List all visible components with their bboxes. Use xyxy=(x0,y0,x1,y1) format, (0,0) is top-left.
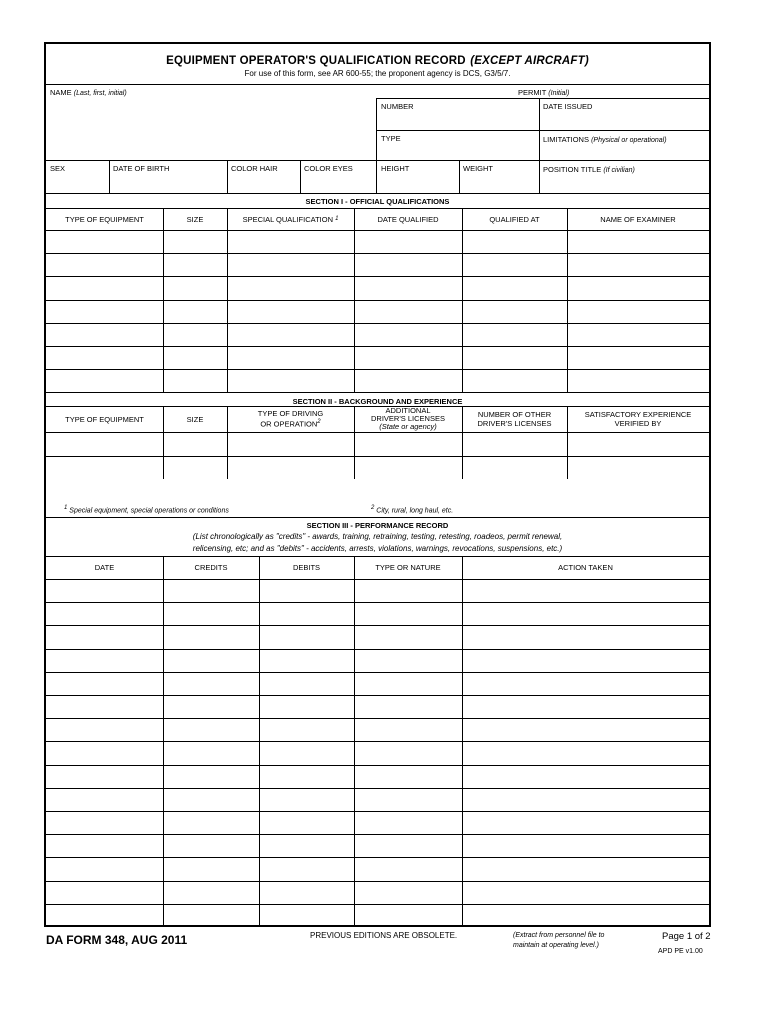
section3-row[interactable] xyxy=(46,626,709,648)
section1-row[interactable] xyxy=(46,324,709,346)
weight-label: WEIGHT xyxy=(463,164,493,173)
form-title: EQUIPMENT OPERATOR'S QUALIFICATION RECORD (EXCEPT AIRCRAFT) xyxy=(166,55,589,67)
permit-number-label: NUMBER xyxy=(381,102,414,111)
height-label: HEIGHT xyxy=(381,164,410,173)
footnote-1: 1 Special equipment, special operations or conditions xyxy=(64,505,229,515)
footnote-2: 2 City, rural, long haul, etc. xyxy=(371,505,454,515)
section3-row[interactable] xyxy=(46,766,709,788)
s2-col-verified-by: SATISFACTORY EXPERIENCE VERIFIED BY xyxy=(584,410,692,428)
section1-row[interactable] xyxy=(46,231,709,253)
obsolete-notice: PREVIOUS EDITIONS ARE OBSOLETE. xyxy=(310,931,458,940)
section3-row[interactable] xyxy=(46,882,709,904)
section3-row[interactable] xyxy=(46,696,709,718)
name-label: NAME (Last, first, initial) xyxy=(50,88,127,97)
form-subtitle: For use of this form, see AR 600-55; the proponent agency is DCS, G3/5/7. xyxy=(244,69,511,78)
eyes-label: COLOR EYES xyxy=(304,164,353,173)
section3-row[interactable] xyxy=(46,835,709,857)
s1-col-date: DATE QUALIFIED xyxy=(377,214,439,224)
s2-col-additional-licenses: ADDITIONAL DRIVER'S LICENSES (State or agency) xyxy=(371,406,445,431)
section3-row[interactable] xyxy=(46,789,709,811)
position-title-label: POSITION TITLE (If civilian) xyxy=(543,165,635,174)
section2-title: SECTION II - BACKGROUND AND EXPERIENCE xyxy=(292,397,463,406)
section3-row[interactable] xyxy=(46,673,709,695)
extract-note: (Extract from personnel file to maintain at operating level.) xyxy=(513,932,605,949)
section3-instructions-2: relicensing, etc; and as "debits" - accidents, arrests, violations, warnings, revocations, suspensions, etc.) xyxy=(192,544,563,553)
form-frame xyxy=(44,42,711,927)
section2-row[interactable] xyxy=(46,433,709,456)
section3-row[interactable] xyxy=(46,812,709,834)
section1-row[interactable] xyxy=(46,347,709,369)
section3-title: SECTION III - PERFORMANCE RECORD xyxy=(306,521,449,530)
section3-instructions-1: (List chronologically as "credits" - awards, training, retraining, testing, retesting, roadeos, permit renewal, xyxy=(192,532,563,541)
section1-row[interactable] xyxy=(46,370,709,392)
permit-type-field[interactable] xyxy=(377,142,538,160)
s1-col-type: TYPE OF EQUIPMENT xyxy=(65,214,144,224)
name-field[interactable] xyxy=(50,98,372,160)
section3-row[interactable] xyxy=(46,742,709,764)
s1-col-size: SIZE xyxy=(186,214,204,224)
section1-row[interactable] xyxy=(46,254,709,276)
section3-row[interactable] xyxy=(46,580,709,602)
form-number: DA FORM 348, AUG 2011 xyxy=(46,933,188,947)
date-issued-label: DATE ISSUED xyxy=(543,102,593,111)
permit-label: PERMIT (Initial) xyxy=(518,88,570,97)
s1-col-examiner: NAME OF EXAMINER xyxy=(600,214,676,224)
date-issued-field[interactable] xyxy=(540,110,708,130)
s3-col-action-taken: ACTION TAKEN xyxy=(558,563,613,572)
permit-number-field[interactable] xyxy=(377,110,538,130)
s2-col-type: TYPE OF EQUIPMENT xyxy=(65,414,144,424)
version-label: APD PE v1.00 xyxy=(658,948,703,955)
s3-col-type-nature: TYPE OR NATURE xyxy=(375,563,441,572)
s3-col-debits: DEBITS xyxy=(292,563,321,572)
section3-row[interactable] xyxy=(46,650,709,672)
limitations-label: LIMITATIONS (Physical or operational) xyxy=(543,135,667,144)
section3-row[interactable] xyxy=(46,719,709,741)
section1-row[interactable] xyxy=(46,277,709,299)
section1-title: SECTION I - OFFICIAL QUALIFICATIONS xyxy=(305,197,450,206)
s3-col-date: DATE xyxy=(94,563,115,572)
section3-row[interactable] xyxy=(46,858,709,880)
hair-label: COLOR HAIR xyxy=(231,164,278,173)
s2-col-driving: TYPE OF DRIVING OR OPERATION$^2$ xyxy=(257,409,324,429)
s1-col-special: SPECIAL QUALIFICATION 1 xyxy=(242,214,339,224)
s1-col-qualified-at: QUALIFIED AT xyxy=(489,214,540,224)
page-number: Page 1 of 2 xyxy=(662,931,711,942)
section3-row[interactable] xyxy=(46,603,709,625)
s2-col-other-licenses: NUMBER OF OTHER DRIVER'S LICENSES xyxy=(477,410,552,428)
sex-label: SEX xyxy=(50,164,66,173)
section2-row[interactable] xyxy=(46,457,709,480)
s3-col-credits: CREDITS xyxy=(194,563,228,572)
s2-col-size: SIZE xyxy=(186,414,204,424)
section3-row[interactable] xyxy=(46,905,709,927)
section1-row[interactable] xyxy=(46,301,709,323)
permit-type-label: TYPE xyxy=(381,134,401,143)
dob-label: DATE OF BIRTH xyxy=(113,164,170,173)
